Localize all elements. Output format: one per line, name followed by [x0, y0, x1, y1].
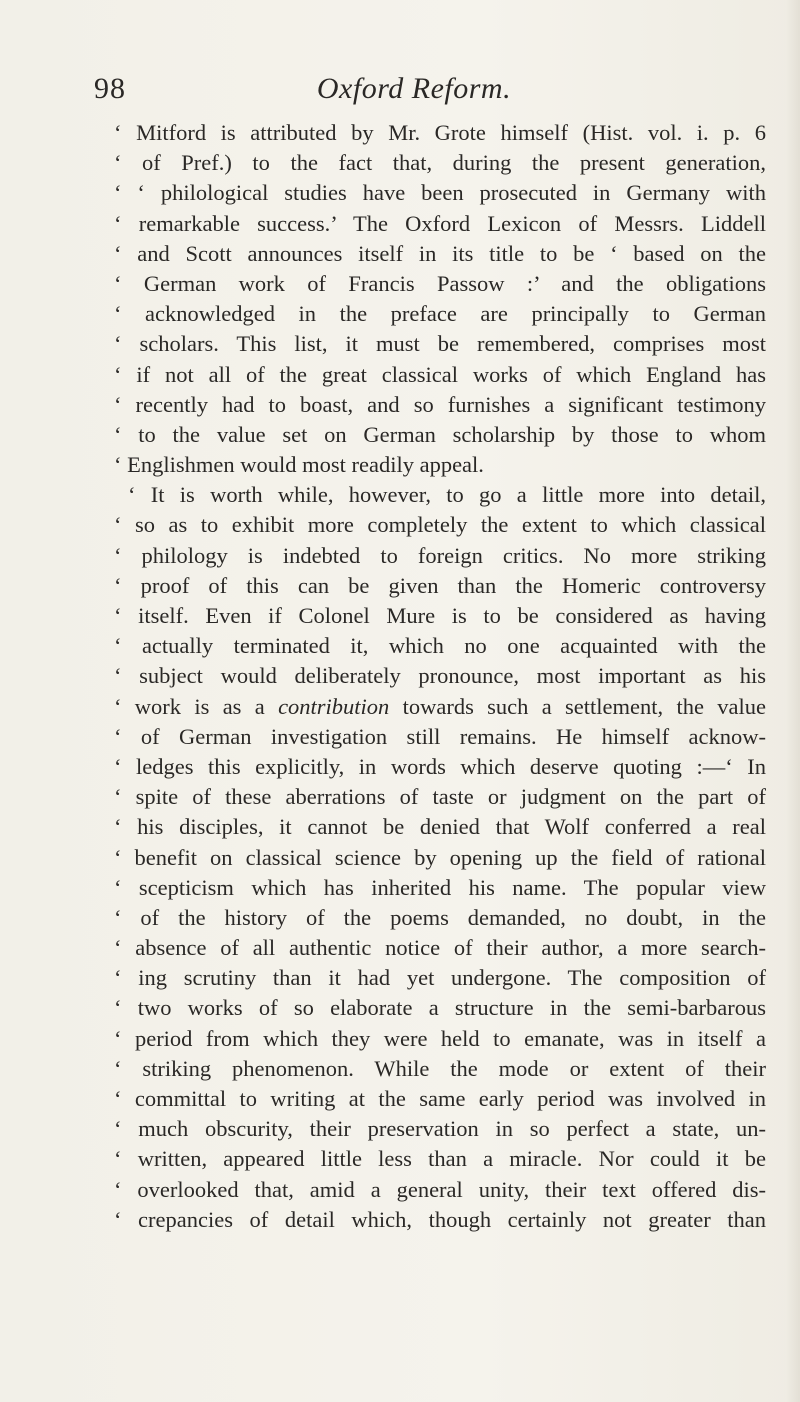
text-line: ‘ committal to writing at the same early period was involved in	[114, 1086, 766, 1111]
text-line: ‘ his disciples, it cannot be denied that Wolf conferred a real	[114, 814, 766, 840]
text-line: ‘ of the history of the poems demanded, no doubt, in the	[114, 904, 766, 930]
text-line: ‘ much obscurity, their preservation in so perfect a state, un-	[114, 1116, 766, 1142]
text-line: ‘ ledges this explicitly, in words which deserve quoting :—‘ In	[114, 753, 766, 779]
text-line: ‘ benefit on classical science by opening up the field of rational	[114, 844, 766, 870]
text-line: ‘ written, appeared little less than a miracle. Nor could it be	[114, 1146, 766, 1172]
text-line: ‘ recently had to boast, and so furnishes a significant testimony	[114, 391, 766, 417]
text-line: ‘ itself. Even if Colonel Mure is to be considered as having	[114, 603, 766, 628]
page-number: 98	[94, 72, 126, 105]
italic-word: contribution	[278, 693, 390, 719]
text-line: ‘ of German investigation still remains. He himself acknow-	[114, 723, 766, 749]
text-line: ‘ ‘ philological studies have been prosecuted in Germany with	[114, 180, 766, 206]
text-line: ‘ proof of this can be given than the Homeric controversy	[114, 572, 766, 598]
text-line: ‘ so as to exhibit more completely the extent to which classical	[114, 512, 766, 538]
text-line: ‘ if not all of the great classical works of which England has	[114, 361, 766, 387]
text-line	[114, 692, 766, 722]
text-line: ‘ to the value set on German scholarship by those to whom	[114, 421, 766, 447]
text-line-start: ‘ work is as a	[114, 693, 279, 719]
text-line: ‘ spite of these aberrations of taste or judgment on the part of	[114, 784, 766, 810]
text-line: ‘ overlooked that, amid a general unity, their text offered dis-	[114, 1176, 766, 1202]
text-line: ‘ acknowledged in the preface are principally to German	[114, 301, 766, 327]
text-line: ‘ remarkable success.’ The Oxford Lexicon of Messrs. Liddell	[114, 210, 766, 236]
text-line: ‘ striking phenomenon. While the mode or extent of their	[114, 1055, 766, 1081]
text-line: ‘ period from which they were held to emanate, was in itself a	[114, 1025, 766, 1051]
text-line: ‘ scholars. This list, it must be remembered, comprises most	[114, 331, 766, 357]
text-line: ‘ subject would deliberately pronounce, most important as his	[114, 663, 766, 689]
text-line: ‘ two works of so elaborate a structure in the semi-barbarous	[114, 995, 766, 1021]
text-line: ‘ and Scott announces itself in its title to be ‘ based on the	[114, 240, 766, 266]
running-header	[94, 72, 734, 112]
body-text	[114, 118, 766, 1235]
text-line: ‘ ing scrutiny than it had yet undergone. The composition of	[114, 965, 766, 991]
text-line: ‘ absence of all authentic notice of their author, a more search-	[114, 935, 766, 961]
text-line: ‘ It is worth while, however, to go a little more into detail,	[128, 482, 766, 508]
text-line: ‘ actually terminated it, which no one acquainted with the	[114, 633, 766, 659]
page-edge-shadow	[786, 0, 800, 1402]
running-title: Oxford Reform.	[316, 72, 512, 105]
text-line-end: towards such a settlement, the value	[389, 693, 766, 719]
text-line: ‘ philology is indebted to foreign critics. No more striking	[114, 542, 766, 568]
text-line: ‘ German work of Francis Passow :’ and the obligations	[114, 270, 766, 296]
text-line: ‘ of Pref.) to the fact that, during the present generation,	[114, 150, 766, 176]
text-line: ‘ scepticism which has inherited his name. The popular view	[114, 874, 766, 900]
text-line: ‘ Englishmen would most readily appeal.	[114, 452, 484, 478]
text-line: ‘ crepancies of detail which, though certainly not greater than	[114, 1206, 766, 1232]
text-line: ‘ Mitford is attributed by Mr. Grote himself (Hist. vol. i. p. 6	[114, 120, 766, 145]
